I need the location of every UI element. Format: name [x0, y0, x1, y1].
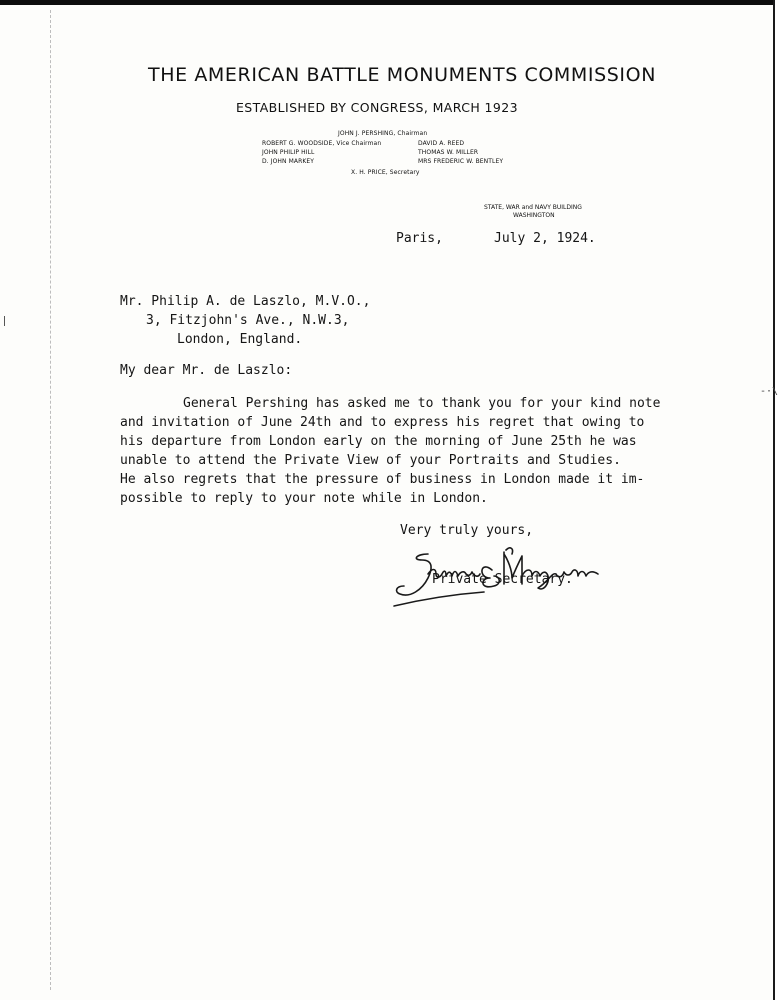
letter-date: July 2, 1924. [494, 231, 596, 246]
scan-fold-line [50, 10, 51, 990]
letterhead-member: MRS FREDERIC W. BENTLEY [418, 158, 504, 165]
recipient-name: Mr. Philip A. de Laszlo, M.V.O., [120, 294, 371, 309]
body-line: his departure from London early on the morning of June 25th he was [120, 434, 637, 449]
letterhead-member: D. JOHN MARKEY [262, 158, 315, 165]
recipient-city: London, England. [177, 332, 303, 347]
letterhead-address-line1: STATE, WAR and NAVY BUILDING [484, 204, 582, 211]
letterhead-secretary: X. H. PRICE, Secretary [351, 169, 420, 176]
scan-mark [4, 316, 5, 326]
recipient-street: 3, Fitzjohn's Ave., N.W.3, [146, 313, 350, 328]
body-line: and invitation of June 24th and to express his regret that owing to [120, 415, 645, 430]
body-line: possible to reply to your note while in London. [120, 491, 488, 506]
signer-title: Private Secretary. [432, 572, 573, 587]
letterhead-established: ESTABLISHED BY CONGRESS, MARCH 1923 [236, 100, 518, 115]
letterhead-member: DAVID A. REED [418, 140, 465, 147]
body-line: He also regrets that the pressure of business in London made it im- [120, 472, 645, 487]
body-line: General Pershing has asked me to thank you for your kind note [183, 396, 661, 411]
salutation: My dear Mr. de Laszlo: [120, 363, 293, 378]
closing: Very truly yours, [400, 523, 534, 538]
letterhead-address-line2: WASHINGTON [513, 212, 555, 219]
letter-place: Paris, [396, 231, 443, 246]
letterhead-chairman: JOHN J. PERSHING, Chairman [338, 130, 428, 137]
letterhead-title: THE AMERICAN BATTLE MONUMENTS COMMISSION [148, 64, 657, 86]
letterhead-member: JOHN PHILIP HILL [262, 149, 315, 156]
scan-right-edge [773, 0, 775, 1000]
scan-mark: -·\ [760, 386, 778, 397]
scan-top-edge [0, 0, 775, 5]
body-line: unable to attend the Private View of your Portraits and Studies. [120, 453, 621, 468]
letterhead-member: THOMAS W. MILLER [418, 149, 479, 156]
letterhead-member: ROBERT G. WOODSIDE, Vice Chairman [262, 140, 382, 147]
